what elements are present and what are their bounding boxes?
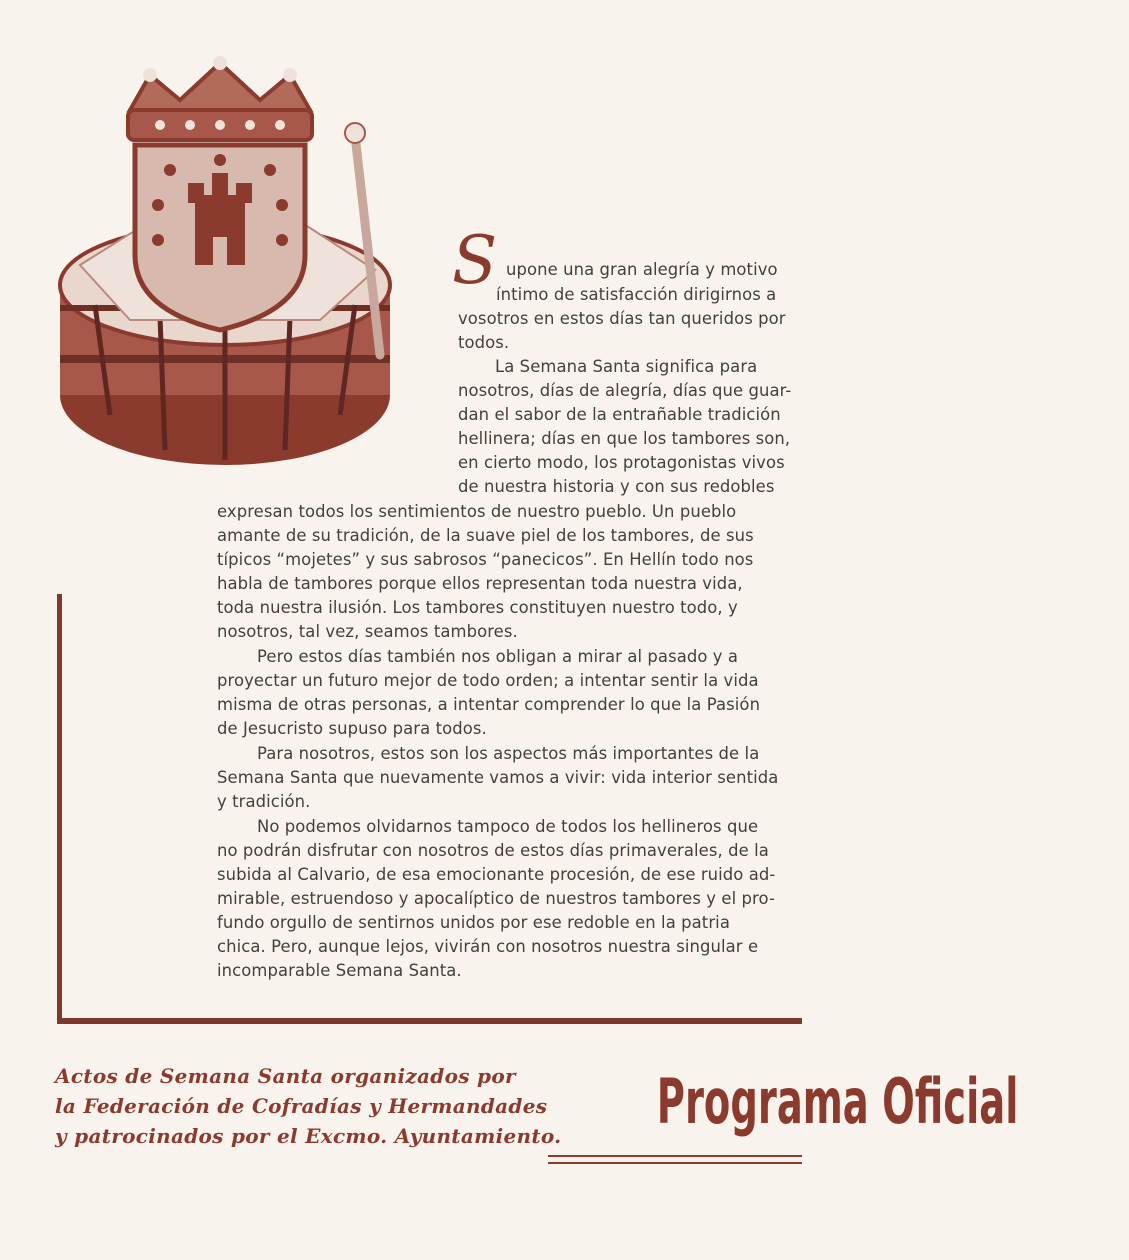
intro-line: vosotros en estos días tan queridos por bbox=[458, 309, 786, 328]
para-line: de nuestra historia y con sus redobles bbox=[458, 477, 775, 496]
program-title-text: Programa Oficial bbox=[656, 1065, 1019, 1138]
para-line: fundo orgullo de sentirnos unidos por ese redoble en la patria bbox=[217, 913, 730, 932]
para-line: nosotros, tal vez, seamos tambores. bbox=[217, 622, 518, 641]
para-line: toda nuestra ilusión. Los tambores constituyen nuestro todo, y bbox=[217, 598, 738, 617]
program-title bbox=[546, 1062, 1019, 1142]
para-line: típicos “mojetes” y sus sabrosos “panecicos”. En Hellín todo nos bbox=[217, 550, 754, 569]
para-line: en cierto modo, los protagonistas vivos bbox=[458, 453, 785, 472]
credit-line: y patrocinados por el Excmo. Ayuntamiento. bbox=[55, 1124, 562, 1148]
para-line: subida al Calvario, de esa emocionante procesión, de ese ruido ad- bbox=[217, 865, 776, 884]
credit-line: la Federación de Cofradías y Hermandades bbox=[55, 1094, 548, 1118]
para-line: y tradición. bbox=[217, 792, 311, 811]
title-underline-bottom bbox=[548, 1162, 802, 1164]
para-line: no podrán disfrutar con nosotros de estos días primaverales, de la bbox=[217, 841, 769, 860]
para-line: Para nosotros, estos son los aspectos más importantes de la bbox=[257, 744, 760, 763]
para-line: chica. Pero, aunque lejos, vivirán con nosotros nuestra singular e bbox=[217, 937, 759, 956]
para-line: amante de su tradición, de la suave piel de los tambores, de sus bbox=[217, 526, 754, 545]
credit-line: Actos de Semana Santa organizados por bbox=[55, 1064, 516, 1088]
coat-of-arms-drum-image bbox=[40, 55, 410, 475]
para-line: La Semana Santa significa para bbox=[495, 357, 758, 376]
para-line: Pero estos días también nos obligan a mirar al pasado y a bbox=[257, 647, 739, 666]
para-line: nosotros, días de alegría, días que guar- bbox=[458, 381, 792, 400]
para-line: expresan todos los sentimientos de nuestro pueblo. Un pueblo bbox=[217, 502, 737, 521]
intro-line: upone una gran alegría y motivo bbox=[506, 260, 778, 279]
para-line: habla de tambores porque ellos representan toda nuestra vida, bbox=[217, 574, 743, 593]
para-line: No podemos olvidarnos tampoco de todos los hellineros que bbox=[257, 817, 759, 836]
para-line: incomparable Semana Santa. bbox=[217, 961, 462, 980]
para-line: misma de otras personas, a intentar comprender lo que la Pasión bbox=[217, 695, 761, 714]
frame-rule-horizontal bbox=[57, 1018, 802, 1024]
para-line: hellinera; días en que los tambores son, bbox=[458, 429, 791, 448]
para-line: mirable, estruendoso y apocalíptico de nuestros tambores y el pro- bbox=[217, 889, 775, 908]
intro-line: todos. bbox=[458, 333, 510, 352]
para-line: Semana Santa que nuevamente vamos a vivir: vida interior sentida bbox=[217, 768, 779, 787]
para-line: proyectar un futuro mejor de todo orden; a intentar sentir la vida bbox=[217, 671, 759, 690]
para-line: dan el sabor de la entrañable tradición bbox=[458, 405, 781, 424]
drop-cap: S bbox=[452, 222, 498, 299]
para-line: de Jesucristo supuso para todos. bbox=[217, 719, 487, 738]
intro-line: íntimo de satisfacción dirigirnos a bbox=[496, 285, 777, 304]
frame-rule-vertical bbox=[57, 594, 62, 1024]
title-underline-top bbox=[548, 1155, 802, 1157]
